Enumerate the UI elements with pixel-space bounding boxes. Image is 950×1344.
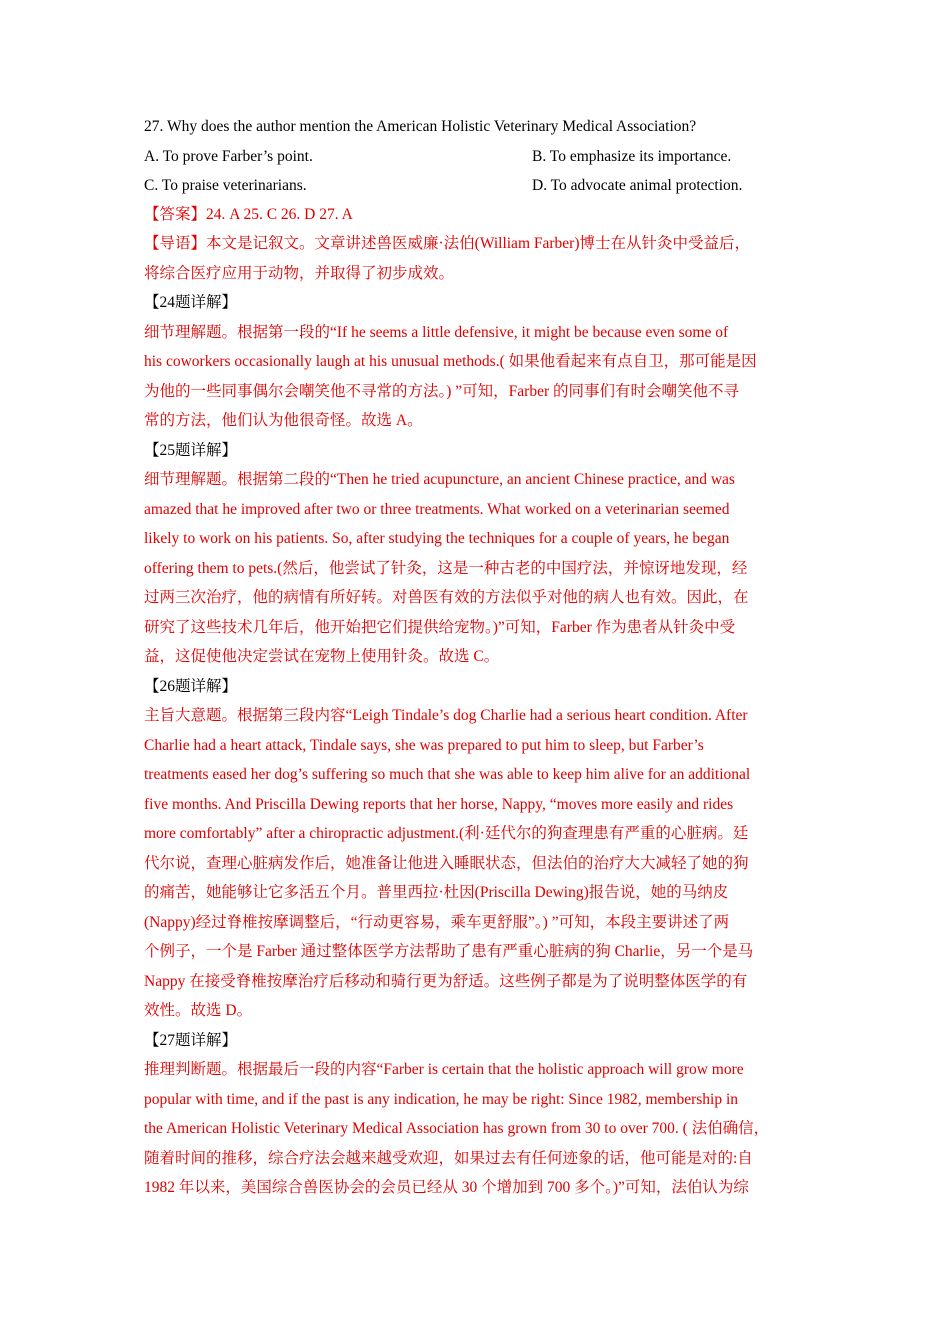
question-27-stem: 27. Why does the author mention the American Holistic Veterinary Medical Association? bbox=[144, 118, 697, 135]
explanation-line: popular with time, and if the past is any indication, he may be right: Since 1982, membership in bbox=[144, 1090, 739, 1108]
options-row-cd bbox=[144, 171, 814, 200]
explanation-line: likely to work on his patients. So, after studying the techniques for a couple of years, he began bbox=[144, 530, 730, 547]
explanation-line: 过两三次治疗，他的病情有所好转。对兽医有效的方法似乎对他的病人也有效。因此，在 bbox=[144, 589, 749, 606]
intro-line: 【导语】本文是记叙文。文章讲述兽医威廉·法伯(William Farber)博士在从针灸中受益后， bbox=[144, 235, 750, 252]
q24-heading: 【24题详解】 bbox=[144, 294, 238, 311]
explanation-line: 的痛苦，她能够让它多活五个月。普里西拉·杜因(Priscilla Dewing)报告说，她的马纳皮 bbox=[144, 884, 729, 901]
q24-explanation bbox=[144, 318, 814, 436]
q25-explanation bbox=[144, 465, 814, 672]
explanation-line: five months. And Priscilla Dewing reports that her horse, Nappy, “moves more easily and rides bbox=[144, 795, 734, 813]
explanation-line: 随着时间的推移，综合疗法会越来越受欢迎，如果过去有任何迹象的话，他可能是对的:自 bbox=[144, 1149, 753, 1167]
explanation-line: 代尔说，查理心脏病发作后，她准备让他进入睡眠状态，但法伯的治疗大大减轻了她的狗 bbox=[144, 854, 749, 872]
intro-line: 将综合医疗应用于动物，并取得了初步成效。 bbox=[144, 264, 455, 282]
explanation-line: 效性。故选 D。 bbox=[144, 1002, 253, 1019]
explanation-line: amazed that he improved after two or three treatments. What worked on a veterinarian seemed bbox=[144, 500, 730, 518]
q25-heading: 【25题详解】 bbox=[144, 441, 238, 459]
explanation-line: (Nappy)经过脊椎按摩调整后，“行动更容易，乘车更舒服”。) ”可知，本段主要讲述了两 bbox=[144, 913, 730, 931]
option-d: D. To advocate animal protection. bbox=[532, 176, 743, 194]
explanation-line: 细节理解题。根据第一段的“If he seems a little defensive, it might be because even some of bbox=[144, 323, 729, 341]
explanation-line: Charlie had a heart attack, Tindale says, she was prepared to put him to sleep, but Farber’s bbox=[144, 736, 704, 754]
explanation-line: 1982 年以来，美国综合兽医协会的会员已经从 30 个增加到 700 多个。)”可知，法伯认为综 bbox=[144, 1179, 749, 1196]
options-row-ab bbox=[144, 142, 814, 171]
option-a: A. To prove Farber’s point. bbox=[144, 147, 313, 165]
explanation-line: 研究了这些技术几年后，他开始把它们提供给宠物。)”可知，Farber 作为患者从针灸中受 bbox=[144, 618, 736, 636]
explanation-line: Nappy 在接受脊椎按摩治疗后移动和骑行更为舒适。这些例子都是为了说明整体医学的有 bbox=[144, 972, 748, 990]
explanation-line: 个例子，一个是 Farber 通过整体医学方法帮助了患有严重心脏病的狗 Charlie，另一个是马 bbox=[144, 943, 754, 960]
q27-explanation bbox=[144, 1055, 814, 1203]
document-page bbox=[144, 112, 814, 1203]
explanation-line: 常的方法，他们认为他很奇怪。故选 A。 bbox=[144, 412, 423, 429]
explanation-line: 细节理解题。根据第二段的“Then he tried acupuncture, an ancient Chinese practice, and was bbox=[144, 471, 735, 488]
intro-paragraph bbox=[144, 229, 814, 288]
explanation-line: the American Holistic Veterinary Medical Association has grown from 30 to over 700. ( 法伯确信， bbox=[144, 1120, 770, 1137]
option-b: B. To emphasize its importance. bbox=[532, 147, 732, 165]
explanation-line: offering them to pets.(然后，他尝试了针灸，这是一种古老的中国疗法，并惊讶地发现，经 bbox=[144, 559, 748, 577]
q27-heading: 【27题详解】 bbox=[144, 1031, 238, 1049]
explanation-line: 为他的一些同事偶尔会嘲笑他不寻常的方法。) ”可知，Farber 的同事们有时会嘲笑他不寻 bbox=[144, 382, 739, 400]
answer-line: 【答案】24. A 25. C 26. D 27. A bbox=[144, 205, 353, 223]
explanation-line: 益，这促使他决定尝试在宠物上使用针灸。故选 C。 bbox=[144, 648, 500, 665]
explanation-line: treatments eased her dog’s suffering so much that she was able to keep him alive for an additional bbox=[144, 766, 751, 783]
explanation-line: his coworkers occasionally laugh at his unusual methods.( 如果他看起来有点自卫，那可能是因 bbox=[144, 353, 757, 370]
q26-explanation bbox=[144, 701, 814, 1026]
q26-heading: 【26题详解】 bbox=[144, 677, 238, 695]
explanation-line: more comfortably” after a chiropractic adjustment.(利·廷代尔的狗查理患有严重的心脏病。廷 bbox=[144, 825, 749, 842]
explanation-line: 主旨大意题。根据第三段内容“Leigh Tindale’s dog Charlie had a serious heart condition. After bbox=[144, 707, 748, 724]
option-c: C. To praise veterinarians. bbox=[144, 176, 307, 194]
explanation-line: 推理判断题。根据最后一段的内容“Farber is certain that the holistic approach will grow more bbox=[144, 1061, 744, 1078]
